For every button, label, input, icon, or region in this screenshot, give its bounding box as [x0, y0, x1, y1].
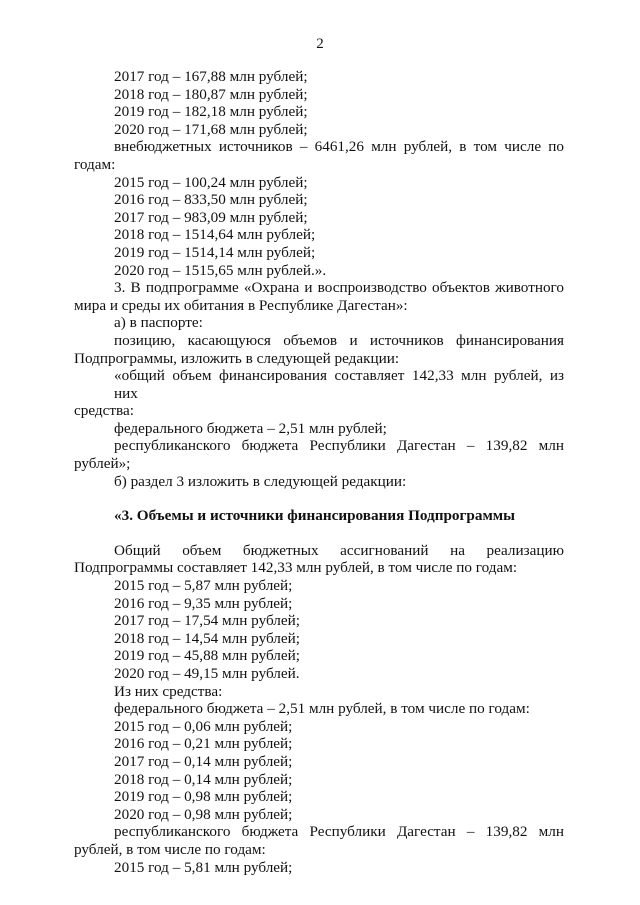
of-them-label: Из них средства: [114, 682, 223, 700]
year-line: 2019 год – 182,18 млн рублей; [114, 103, 308, 121]
year-line: 2019 год – 0,98 млн рублей; [114, 788, 293, 806]
year-line: 2015 год – 100,24 млн рублей; [114, 173, 308, 191]
republic-budget-line: рублей»; [74, 455, 131, 473]
year-line: 2019 год – 45,88 млн рублей; [114, 647, 300, 665]
year-line: 2017 год – 0,14 млн рублей; [114, 752, 293, 770]
year-line: 2015 год – 5,87 млн рублей; [114, 577, 293, 595]
page-number: 2 [316, 36, 324, 52]
extrabudget-line: внебюджетных источников – 6461,26 млн рублей, в том числе по [114, 138, 564, 156]
section-heading: «3. Объемы и источники финансирования Подпрограммы [114, 507, 516, 525]
year-line: 2018 год – 180,87 млн рублей; [114, 85, 308, 103]
year-line: 2020 год – 171,68 млн рублей; [114, 120, 308, 138]
year-line: 2017 год – 167,88 млн рублей; [114, 68, 308, 85]
item-b: б) раздел 3 изложить в следующей редакции: [114, 472, 407, 490]
position-line: Подпрограммы, изложить в следующей редакции: [74, 349, 400, 367]
year-line: 2015 год – 0,06 млн рублей; [114, 717, 293, 735]
item-3-line: 3. В подпрограмме «Охрана и воспроизводство объектов животного [114, 279, 564, 297]
year-line: 2016 год – 9,35 млн рублей; [114, 594, 293, 612]
year-line: 2016 год – 833,50 млн рублей; [114, 191, 308, 209]
year-line: 2017 год – 17,54 млн рублей; [114, 612, 300, 630]
total-line: средства: [74, 402, 134, 420]
item-3-line: мира и среды их обитания в Республике Дагестан»: [74, 296, 408, 314]
federal-budget-line: федерального бюджета – 2,51 млн рублей; [114, 419, 387, 437]
total-line: «общий объем финансирования составляет 142,33 млн рублей, из них [114, 367, 564, 402]
republic-budget-line: рублей, в том числе по годам: [74, 840, 266, 858]
year-line: 2018 год – 1514,64 млн рублей; [114, 226, 316, 244]
extrabudget-line: годам: [74, 155, 116, 173]
year-line: 2020 год – 1515,65 млн рублей.». [114, 261, 327, 279]
position-line: позицию, касающуюся объемов и источников финансирования [114, 331, 564, 349]
general-volume-line: Общий объем бюджетных ассигнований на реализацию [114, 541, 564, 559]
general-volume-line: Подпрограммы составляет 142,33 млн рублей, в том числе по годам: [74, 559, 518, 577]
year-line: 2019 год – 1514,14 млн рублей; [114, 243, 316, 261]
year-line: 2020 год – 49,15 млн рублей. [114, 665, 300, 682]
federal-years-line: федерального бюджета – 2,51 млн рублей, в том числе по годам: [114, 700, 530, 718]
year-line: 2015 год – 5,81 млн рублей; [114, 858, 293, 876]
year-line: 2020 год – 0,98 млн рублей; [114, 805, 293, 823]
year-line: 2016 год – 0,21 млн рублей; [114, 735, 293, 753]
year-line: 2017 год – 983,09 млн рублей; [114, 208, 308, 226]
republic-budget-line: республиканского бюджета Республики Дагестан – 139,82 млн [114, 823, 564, 841]
document-body [74, 68, 564, 876]
item-a: а) в паспорте: [114, 314, 203, 332]
year-line: 2018 год – 14,54 млн рублей; [114, 629, 300, 647]
year-line: 2018 год – 0,14 млн рублей; [114, 770, 293, 788]
republic-budget-line: республиканского бюджета Республики Дагестан – 139,82 млн [114, 437, 564, 455]
